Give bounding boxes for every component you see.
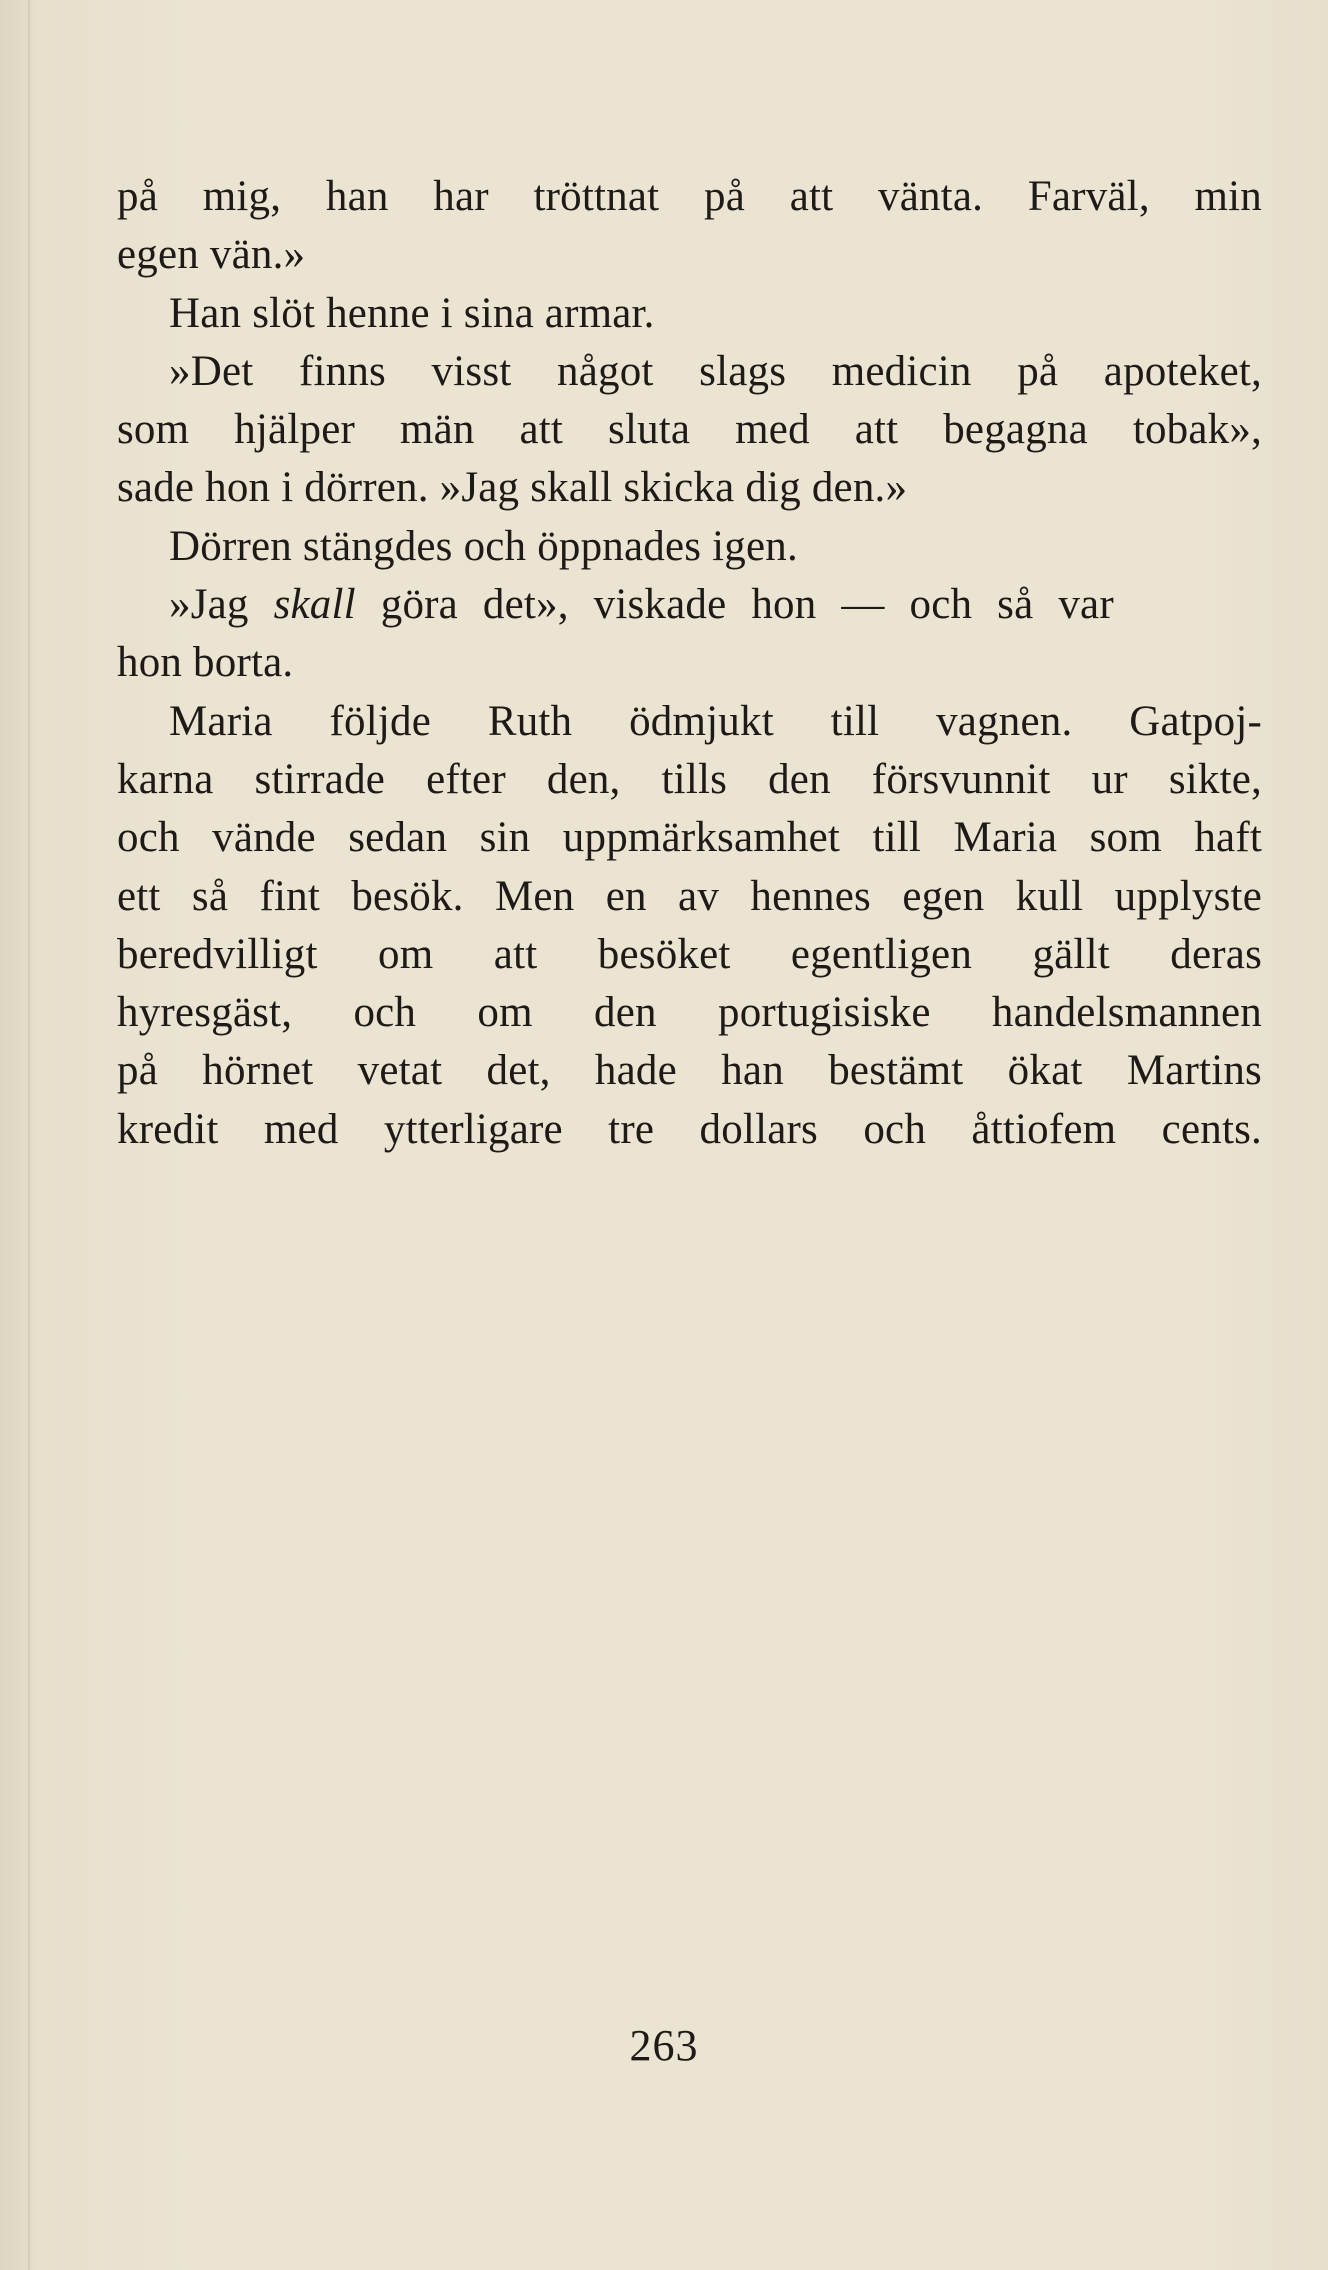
text-line: beredvilligt om att besöket egentligen gällt deras [117,930,1262,978]
text-line: Han slöt henne i sina armar. [169,289,655,337]
text-line: ett så fint besök. Men en av hennes egen kull upplyste [117,872,1262,920]
text-line: hyresgäst, och om den portugisiske handelsmannen [117,989,1262,1037]
text-line: sade hon i dörren. »Jag skall skicka dig den.» [117,464,908,512]
text-line: hon borta. [117,639,294,687]
text-line: och vände sedan sin uppmärksamhet till Maria som haft [117,814,1262,862]
text-line: »Det finns visst något slags medicin på apoteket, [169,347,1262,395]
body-text [117,168,1262,1159]
text-line: karna stirrade efter den, tills den försvunnit ur sikte, [117,755,1262,803]
text-line: kredit med ytterligare tre dollars och åttiofem cents. [117,1105,1262,1153]
text-segment: göra det», viskade hon — och så var [355,581,1114,629]
text-line: egen vän.» [117,231,306,279]
page-gutter [28,0,30,2270]
text-line: på hörnet vetat det, hade han bestämt ökat Martins [117,1047,1262,1095]
text-line [117,576,1262,634]
emphasized-word: skall [273,581,356,629]
text-line: på mig, han har tröttnat på att vänta. Farväl, min [117,173,1262,220]
text-line: som hjälper män att sluta med att begagna tobak», [117,406,1262,454]
text-segment: »Jag [169,581,274,629]
text-line: Maria följde Ruth ödmjukt till vagnen. Gatpoj- [169,697,1262,745]
page-number: 263 [629,2021,699,2070]
text-line: Dörren stängdes och öppnades igen. [169,522,798,570]
